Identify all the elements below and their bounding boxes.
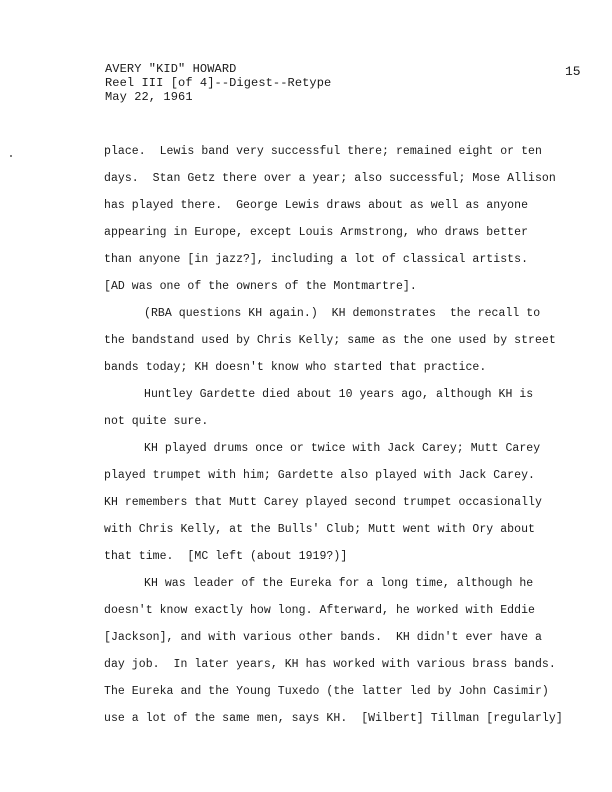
text-line: not quite sure. (104, 415, 209, 428)
page-number: 15 (565, 64, 581, 79)
text-line: The Eureka and the Young Tuxedo (the latter led by John Casimir) (104, 685, 549, 698)
text-line: played trumpet with him; Gardette also played with Jack Carey. (104, 469, 535, 482)
text-line: (RBA questions KH again.) KH demonstrates the recall to (144, 307, 541, 320)
document-header (105, 62, 331, 104)
text-line: with Chris Kelly, at the Bulls' Club; Mutt went with Ory about (104, 523, 535, 536)
text-line: appearing in Europe, except Louis Armstrong, who draws better (104, 226, 529, 239)
text-line: KH played drums once or twice with Jack Carey; Mutt Carey (144, 442, 541, 455)
header-reel-info: Reel III [of 4]--Digest--Retype (105, 76, 332, 90)
text-line: days. Stan Getz there over a year; also successful; Mose Allison (104, 172, 556, 185)
text-line: the bandstand used by Chris Kelly; same as the one used by street (104, 334, 556, 347)
text-line: use a lot of the same men, says KH. [Wilbert] Tillman [regularly] (104, 712, 563, 725)
text-line: bands today; KH doesn't know who started that practice. (104, 361, 487, 374)
text-line: has played there. George Lewis draws about as well as anyone (104, 199, 529, 212)
text-line: [Jackson], and with various other bands. KH didn't ever have a (104, 631, 542, 644)
header-date: May 22, 1961 (105, 90, 193, 104)
text-line: [AD was one of the owners of the Montmartre]. (104, 280, 417, 293)
text-line: Huntley Gardette died about 10 years ago, although KH is (144, 388, 534, 401)
text-line: day job. In later years, KH has worked with various brass bands. (104, 658, 556, 671)
text-line: doesn't know exactly how long. Afterward, he worked with Eddie (104, 604, 535, 617)
text-line: KH was leader of the Eureka for a long time, although he (144, 577, 534, 590)
text-line: KH remembers that Mutt Carey played second trumpet occasionally (104, 496, 542, 509)
text-line: place. Lewis band very successful there; remained eight or ten (104, 145, 542, 158)
text-line: than anyone [in jazz?], including a lot of classical artists. (104, 253, 529, 266)
text-line: that time. [MC left (about 1919?)] (104, 550, 348, 563)
header-subject: AVERY "KID" HOWARD (105, 62, 237, 76)
scan-speck (10, 155, 12, 157)
